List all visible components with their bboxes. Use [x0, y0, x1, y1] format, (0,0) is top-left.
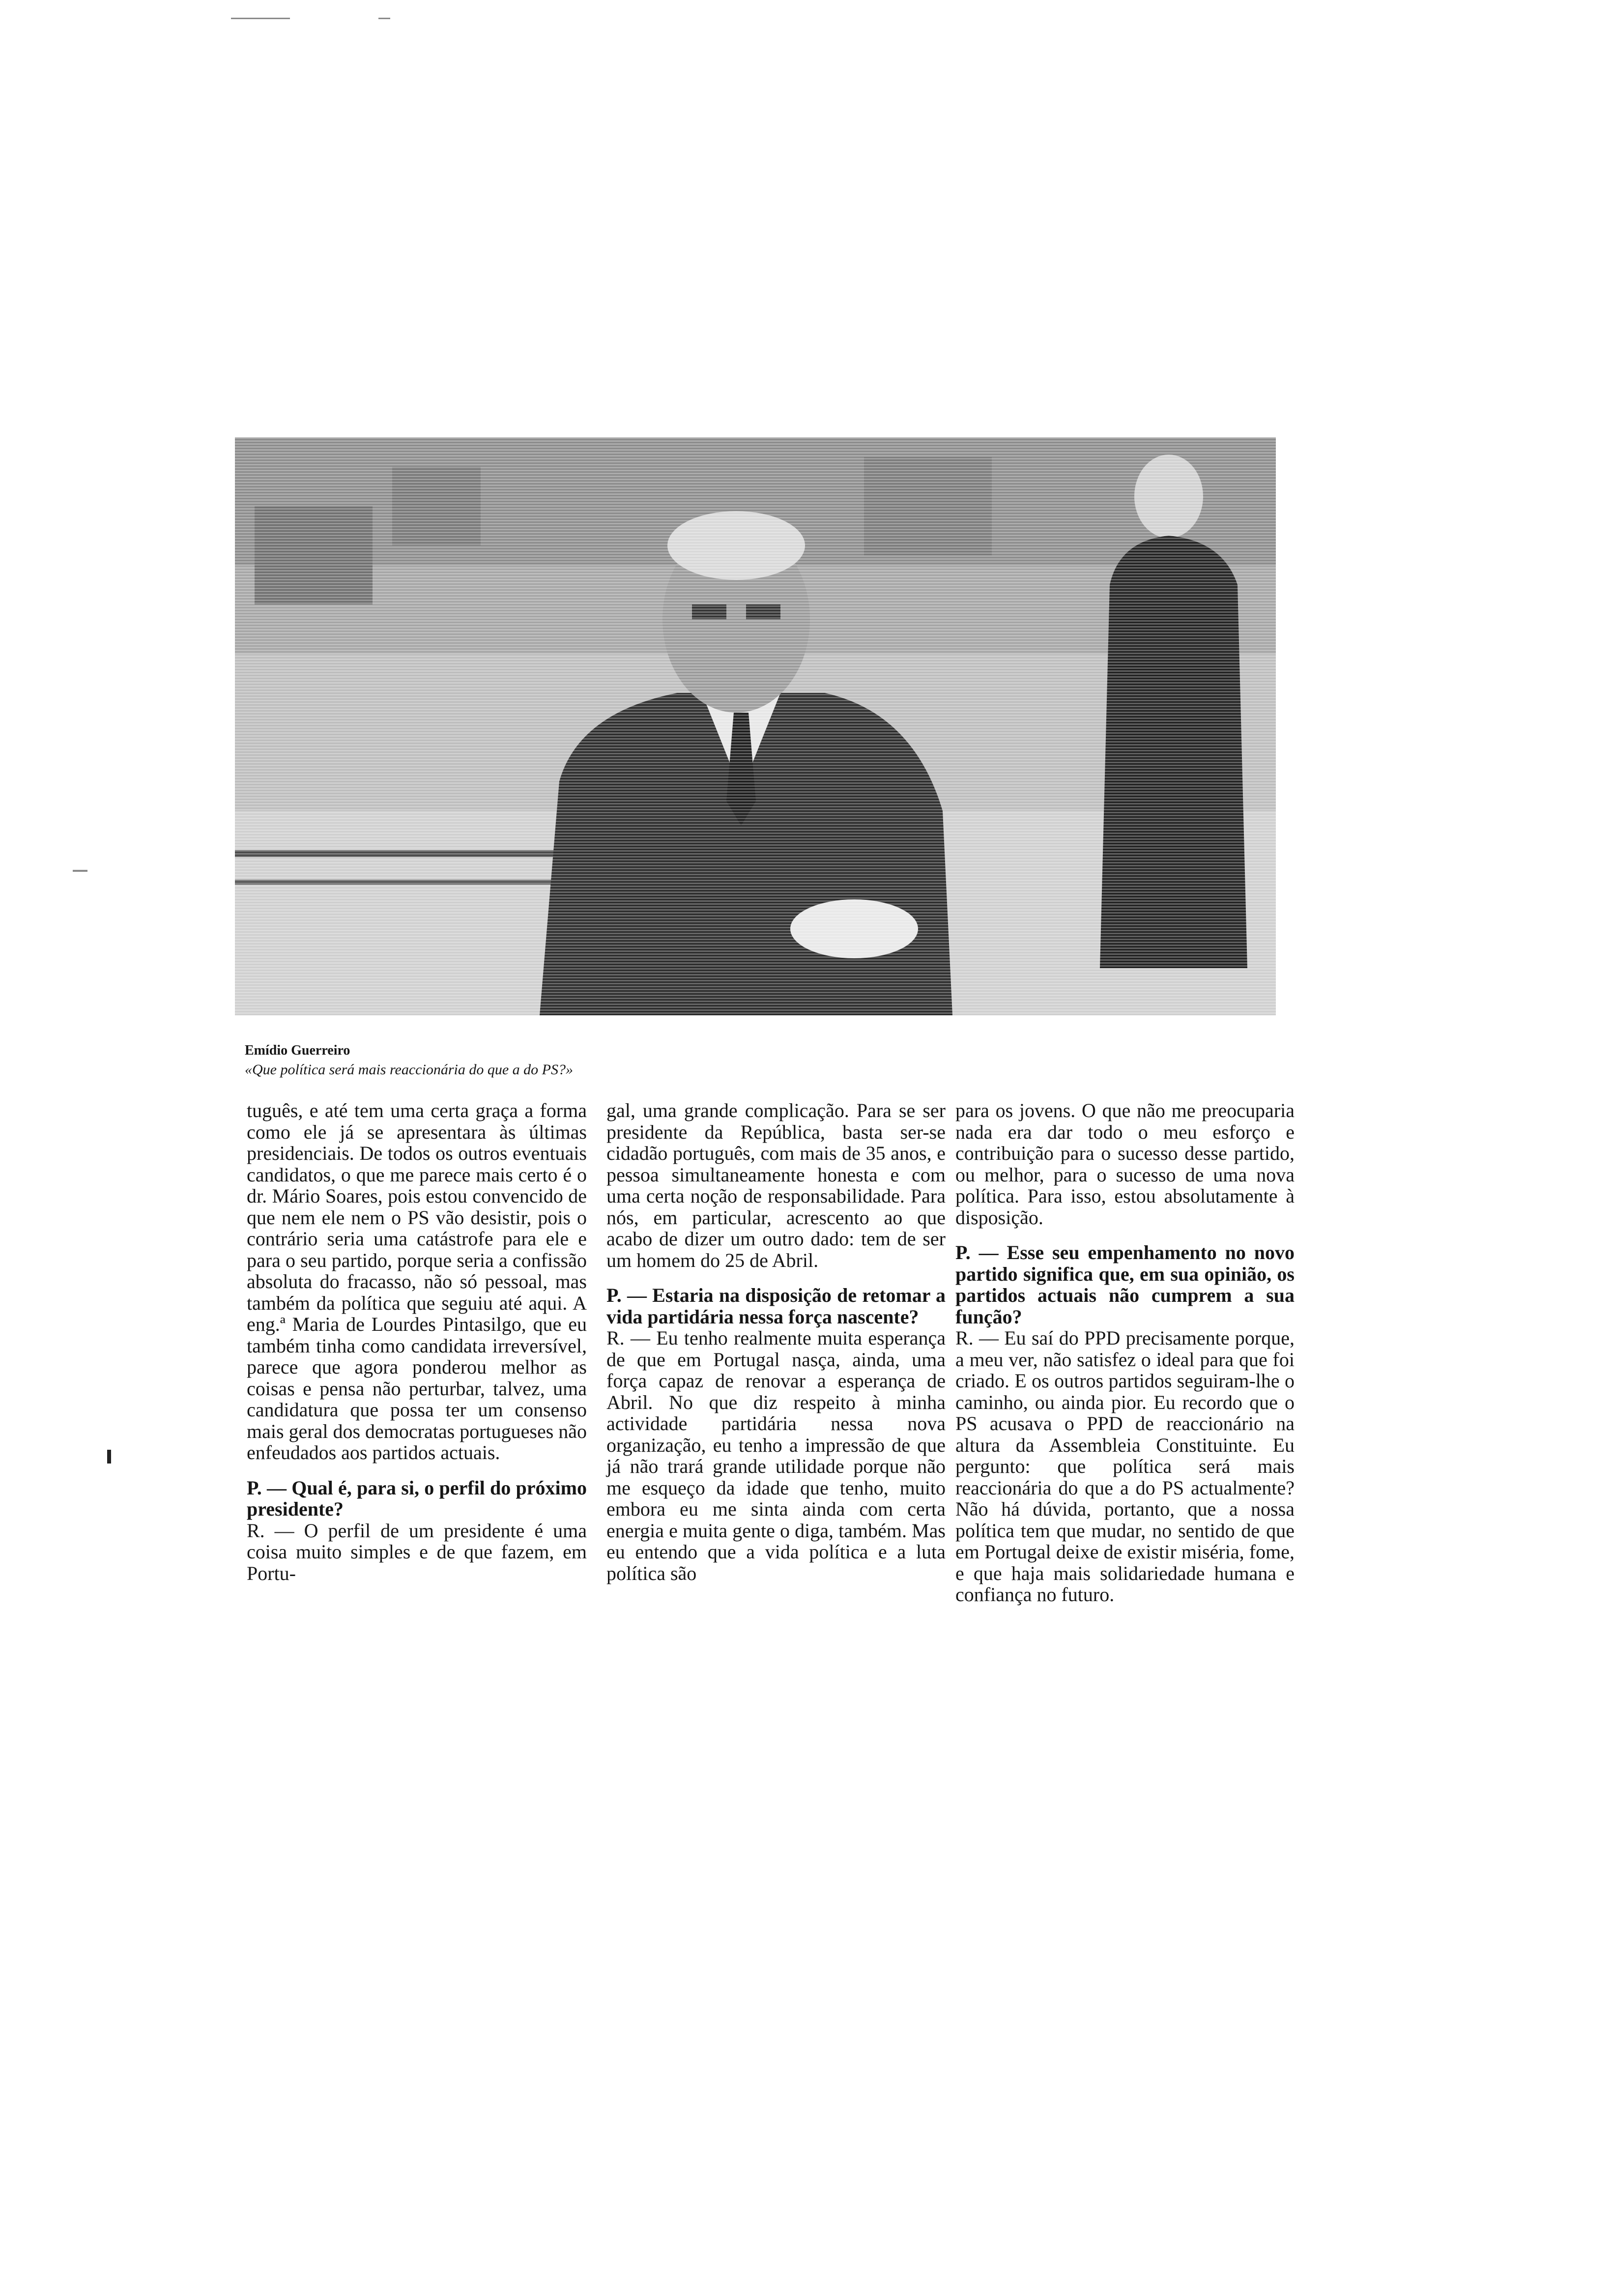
- interview-answer: R. — Eu saí do PPD precisamente porque, a meu ver, não satisfez o ideal para que foi criado. E os outros partidos seguiram-lhe o caminho, ou ainda pior. Eu recordo que o PS acusava o PPD de reaccionário na altura da Assembleia Constituinte. Eu pergunto: que política será mais reaccionária do que a do PS actualmente? Não há dúvida, portanto, que a nossa política tem que mudar, no sentido de que em Portugal deixe de existir miséria, fome, e que haja mais solidariedade humana e confiança no futuro.: [955, 1327, 1295, 1606]
- scan-mark-top-small: [378, 18, 390, 19]
- interview-answer: R. — Eu tenho realmente muita esperança de que em Portugal nasça, ainda, uma força capaz de renovar a esperança de Abril. No que diz respeito à minha actividade partidária nessa nova organização, eu tenho a impressão de que já não trará grande utilidade porque não me esqueço da idade que tenho, muito embora eu me sinta ainda com certa energia e muita gente o diga, também. Mas eu entendo que a vida política e a luta política são: [606, 1327, 946, 1584]
- photo-elderly-man-icon: [235, 437, 1276, 1015]
- photo-caption-quote: «Que política será mais reaccionária do que a do PS?»: [245, 1062, 573, 1078]
- photo-caption-name: Emídio Guerreiro: [245, 1043, 350, 1058]
- scan-mark-top: [231, 18, 290, 19]
- scan-mark-left: [73, 870, 87, 872]
- article-paragraph: gal, uma grande complicação. Para se ser presidente da República, basta ser-se cidadão português, com mais de 35 anos, e pessoa simultaneamente honesta e com uma certa noção de responsabilidade. Para nós, em particular, acrescento ao que acabo de dizer um outro dado: tem de ser um homem do 25 de Abril.: [606, 1099, 946, 1271]
- interview-answer: R. — O perfil de um presidente é uma coisa muito simples e de que fazem, em Portu-: [247, 1519, 587, 1584]
- article-column-3: [955, 1100, 1295, 1606]
- interview-question: P. — Estaria na disposição de retomar a vida partidária nessa força nascente?: [606, 1284, 946, 1328]
- article-paragraph: tuguês, e até tem uma certa graça a forma como ele já se apresentara às últimas presidenciais. De todos os outros eventuais candidatos, o que me parece mais certo é o dr. Mário Soares, pois estou convencido de que nem ele nem o PS vão desistir, pois o contrário seria uma catástrofe para ele e para o seu partido, porque seria a confissão absoluta do fracasso, não só pessoal, mas também da política que seguiu até aqui. A eng.ª Maria de Lourdes Pintasilgo, que eu também tinha como candidata irreversível, parece que agora ponderou melhor as coisas e pensa não perturbar, talvez, uma candidatura que possa ter um consenso mais geral dos democratas portugueses não enfeudados aos partidos actuais.: [247, 1099, 587, 1464]
- interview-question: P. — Esse seu empenhamento no novo partido significa que, em sua opinião, os partidos actuais não cumprem a sua função?: [955, 1241, 1295, 1328]
- article-column-1: [247, 1100, 587, 1584]
- article-photo: [235, 437, 1276, 1015]
- article-column-2: [606, 1100, 946, 1584]
- article-paragraph: para os jovens. O que não me preocuparia nada era dar todo o meu esforço e contribuição para o sucesso desse partido, ou melhor, para o sucesso de uma nova política. Para isso, estou absolutamente à disposição.: [955, 1099, 1295, 1229]
- interview-question: P. — Qual é, para si, o perfil do próximo presidente?: [247, 1476, 587, 1520]
- scan-mark-left-tick: [107, 1450, 111, 1464]
